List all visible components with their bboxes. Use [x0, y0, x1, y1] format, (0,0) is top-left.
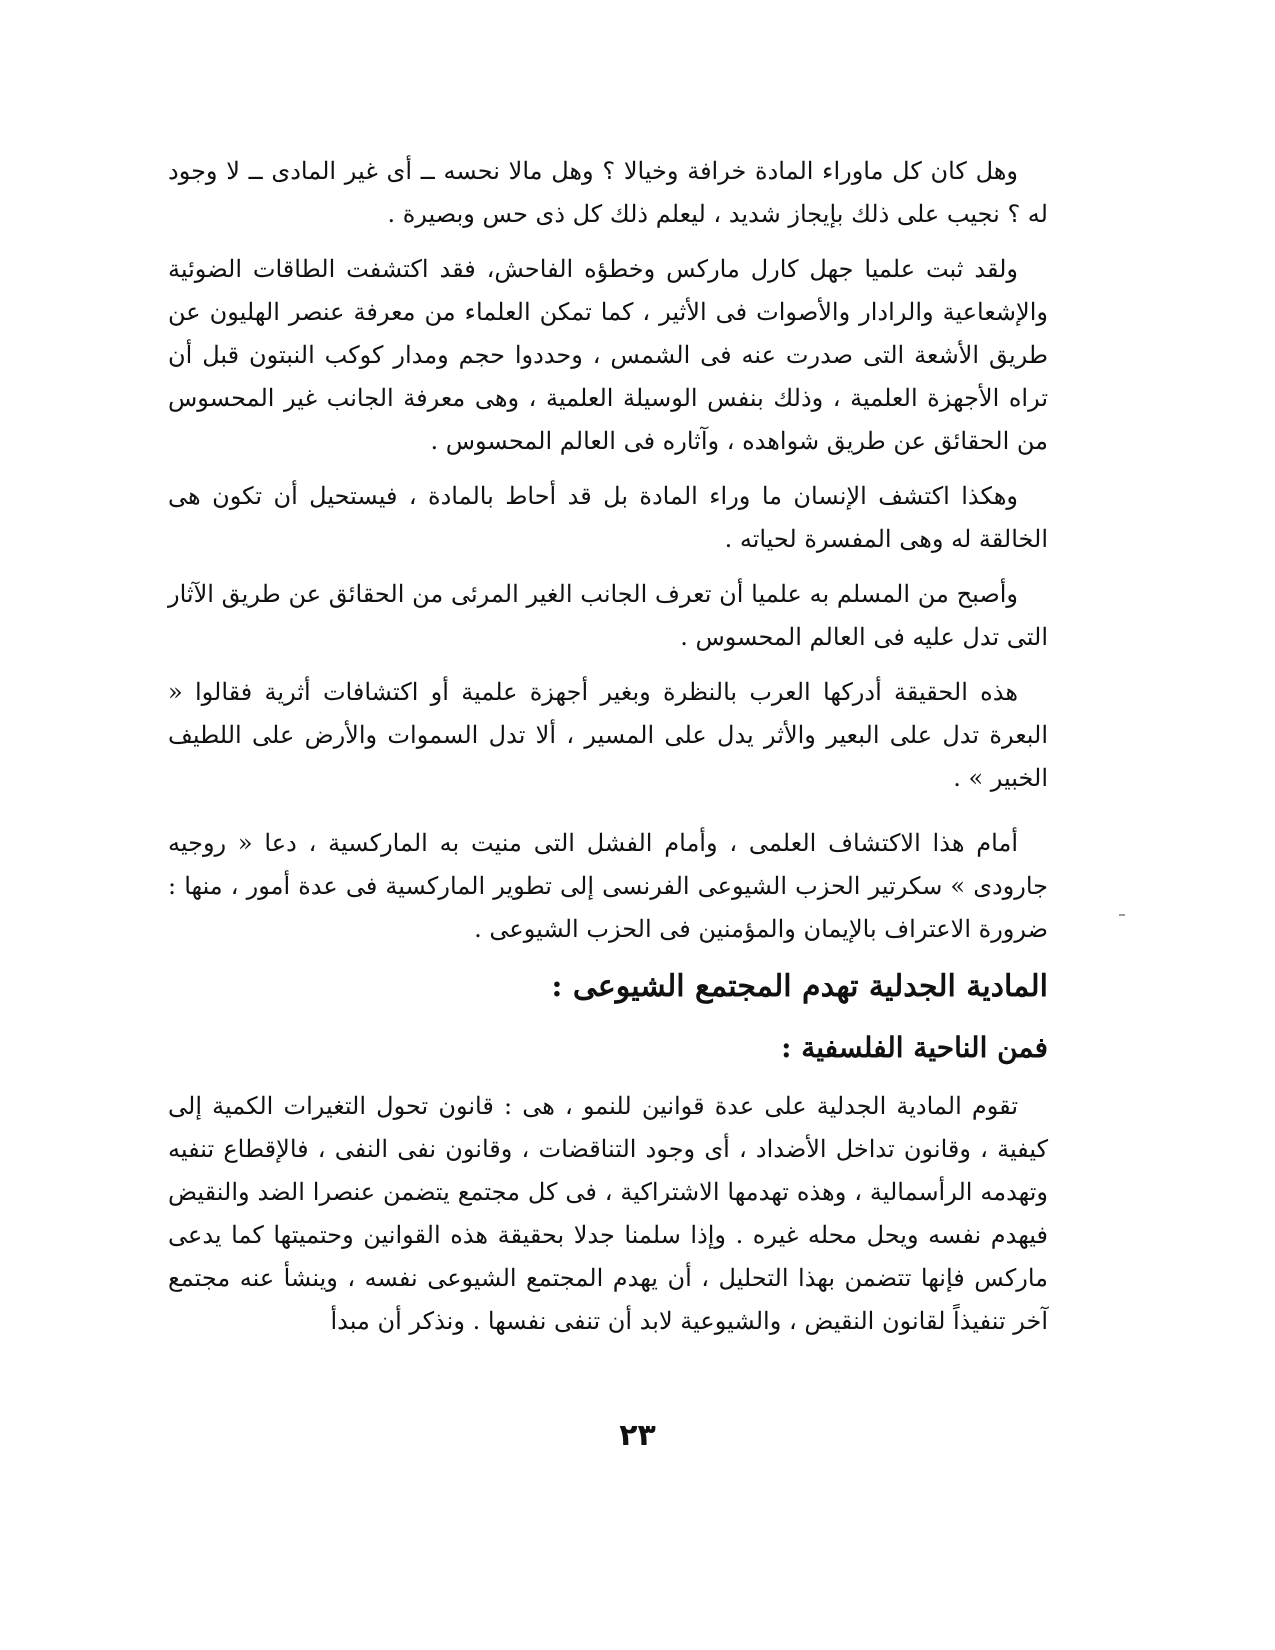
margin-mark [1119, 914, 1125, 916]
paragraph-5: هذه الحقيقة أدركها العرب بالنظرة وبغير أجهزة علمية أو اكتشافات أثرية فقالوا « البعرة تدل على البعير والأثر يدل على المسير ، ألا تدل السموات والأرض على اللطيف الخبير » . [168, 678, 1048, 792]
section-heading: المادية الجدلية تهدم المجتمع الشيوعى : [551, 969, 1048, 1004]
paragraph-3: وهكذا اكتشف الإنسان ما وراء المادة بل قد أحاط بالمادة ، فيستحيل أن تكون هى الخالقة له وهى المفسرة لحياته . [168, 482, 1048, 553]
paragraph-2: ولقد ثبت علميا جهل كارل ماركس وخطؤه الفاحش، فقد اكتشفت الطاقات الضوئية والإشعاعية والرادار والأصوات فى الأثير ، كما تمكن العلماء من معرفة عنصر الهليون عن طريق الأشعة التى صدرت عنه فى الشمس ، وحددوا حجم ومدار كوكب النبتون قبل أن تراه الأجهزة العلمية ، وذلك بنفس الوسيلة العلمية ، وهى معرفة الجانب غير المحسوس من الحقائق عن طريق شواهده ، وآثاره فى العالم المحسوس . [168, 255, 1048, 455]
paragraph-4: وأصبح من المسلم به علميا أن تعرف الجانب الغير المرئى من الحقائق عن طريق الآثار التى تدل عليه فى العالم المحسوس . [168, 580, 1048, 651]
page-number: ٢٣ [619, 1418, 656, 1453]
section-subheading: فمن الناحية الفلسفية : [781, 1031, 1048, 1064]
paragraph-1: وهل كان كل ماوراء المادة خرافة وخيالا ؟ وهل مالا نحسه ــ أى غير المادى ــ لا وجود له ؟ نجيب على ذلك بإيجاز شديد ، ليعلم ذلك كل ذى حس وبصيرة . [168, 157, 1048, 228]
paragraph-6: أمام هذا الاكتشاف العلمى ، وأمام الفشل التى منيت به الماركسية ، دعا « روجيه جارودى » سكرتير الحزب الشيوعى الفرنسى إلى تطوير الماركسية فى عدة أمور ، منها : ضرورة الاعتراف بالإيمان والمؤمنين فى الحزب الشيوعى . [168, 829, 1048, 943]
page-body [168, 150, 1048, 1365]
paragraph-7: تقوم المادية الجدلية على عدة قوانين للنمو ، هى : قانون تحول التغيرات الكمية إلى كيفية ، وقانون تداخل الأضداد ، أى وجود التناقضات ، وقانون نفى النفى ، فالإقطاع تنفيه وتهدمه الرأسمالية ، وهذه تهدمها الاشتراكية ، فى كل مجتمع يتضمن عنصرا الضد والنقيض فيهدم نفسه ويحل محله غيره . وإذا سلمنا جدلا بحقيقة هذه القوانين وحتميتها كما يدعى ماركس فإنها تتضمن بهذا التحليل ، أن يهدم المجتمع الشيوعى نفسه ، وينشأ عنه مجتمع آخر تنفيذاً لقانون النقيض ، والشيوعية لابد أن تنفى نفسها . ونذكر أن مبدأ [168, 1092, 1048, 1335]
